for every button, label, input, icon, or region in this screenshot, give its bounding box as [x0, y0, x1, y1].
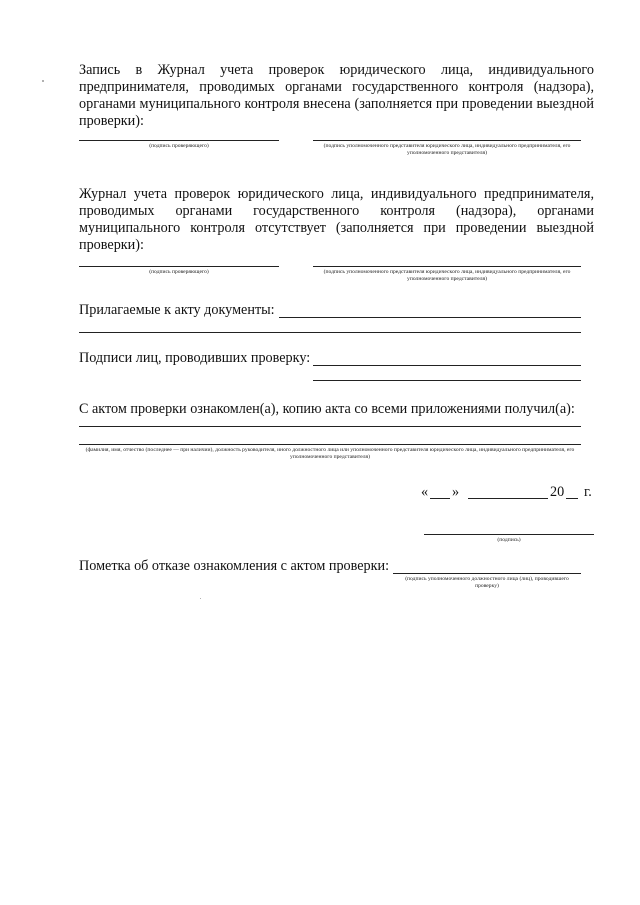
inspectors-signature-line-2[interactable] [313, 380, 581, 381]
date-close-quote: » [452, 484, 460, 500]
date-year-prefix: 20 [550, 484, 565, 500]
date-month-field[interactable] [468, 498, 548, 499]
acquainted-line-2[interactable] [79, 444, 581, 445]
representative-signature-caption-2: (подпись уполномоченного представителя юридического лица, индивидуального предпринимателя, его уполномоченного представителя) [323, 269, 571, 282]
refusal-signature-line[interactable] [393, 573, 581, 574]
representative-signature-line-2[interactable] [313, 266, 581, 267]
date-open-quote: « [421, 484, 429, 500]
date-day-field[interactable] [430, 498, 450, 499]
inspector-signature-line[interactable] [79, 140, 279, 141]
journal-absent-paragraph: Журнал учета проверок юридического лица, индивидуального предпринимателя, проводимых органами государственного контроля (надзора), органами муниципального контроля отсутствует (заполняется при проведении выездной проверки): [79, 186, 594, 253]
date-year-suffix: г. [584, 484, 592, 500]
inspectors-signature-line-1[interactable] [313, 365, 581, 366]
attached-documents-line-1[interactable] [279, 317, 581, 318]
inspector-signature-line-2[interactable] [79, 266, 279, 267]
refusal-caption: (подпись уполномоченного должностного лица (лиц), проводившего проверку) [405, 576, 569, 589]
scan-speck-2 [200, 598, 201, 599]
representative-signature-caption: (подпись уполномоченного представителя юридического лица, индивидуального предпринимателя, его уполномоченного представителя) [323, 143, 571, 156]
attached-documents-label: Прилагаемые к акту документы: [79, 302, 275, 318]
scan-speck [42, 80, 44, 82]
inspector-signature-caption-2: (подпись проверяющего) [149, 269, 209, 275]
inspector-signature-caption: (подпись проверяющего) [149, 143, 209, 149]
acquainted-signature-line[interactable] [424, 534, 594, 535]
attached-documents-line-2[interactable] [79, 332, 581, 333]
date-year-field[interactable] [566, 498, 578, 499]
acquainted-signature-caption: (подпись) [497, 537, 521, 543]
journal-entry-paragraph: Запись в Журнал учета проверок юридического лица, индивидуального предпринимателя, проводимых органами государственного контроля (надзора), органами муниципального контроля внесена (заполняется при проведении выездной проверки): [79, 62, 594, 129]
acquainted-caption: (фамилия, имя, отчество (последнее — при наличии), должность руководителя, иного должностного лица или уполномоченного представителя юридического лица, индивидуального предпринимателя, его уполномоченного представителя) [85, 447, 575, 460]
acquainted-line-1[interactable] [79, 426, 581, 427]
representative-signature-line[interactable] [313, 140, 581, 141]
acquainted-label: С актом проверки ознакомлен(а), копию акта со всеми приложениями получил(а): [79, 401, 575, 417]
inspectors-signatures-label: Подписи лиц, проводивших проверку: [79, 350, 311, 366]
refusal-label: Пометка об отказе ознакомления с актом проверки: [79, 558, 390, 574]
